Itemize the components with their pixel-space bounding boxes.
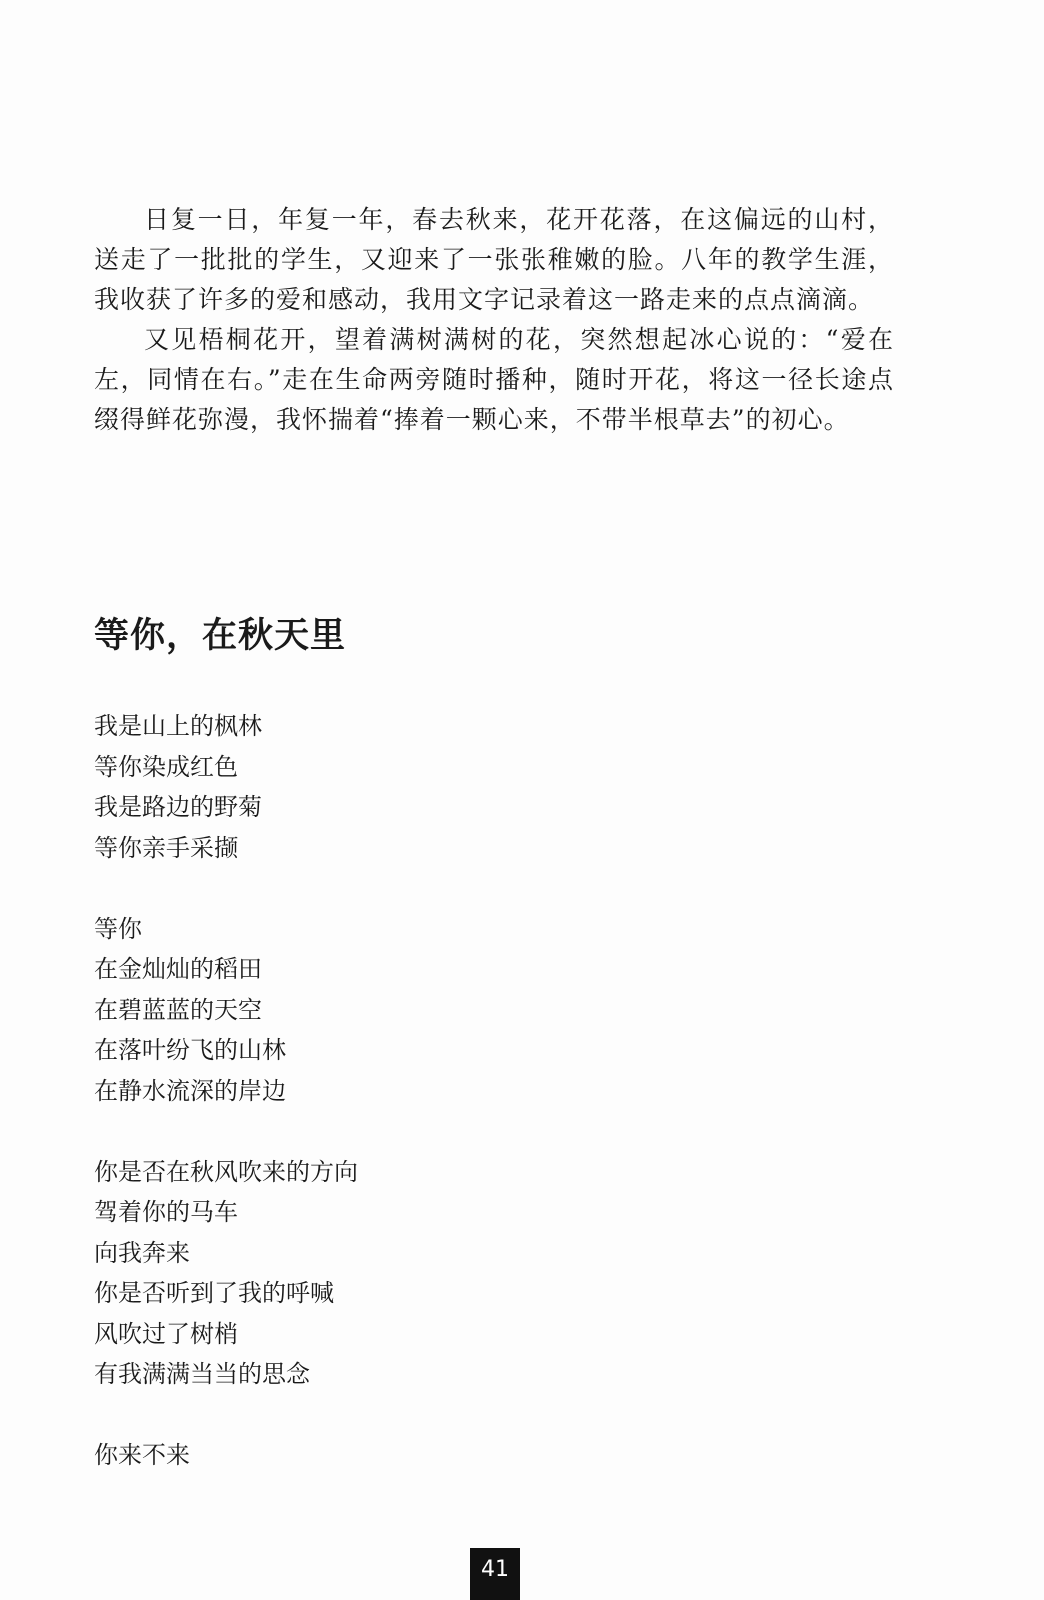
poem-line: 在碧蓝蓝的天空	[94, 995, 262, 1024]
poem-line: 等你	[94, 914, 142, 943]
poem-line: 有我满满当当的思念	[94, 1360, 310, 1388]
poem-line: 你是否在秋风吹来的方向	[94, 1157, 358, 1186]
poem-line: 你是否听到了我的呼喊	[94, 1279, 334, 1307]
poem-line: 等你亲手采撷	[94, 833, 238, 862]
prose-paragraph-2: 又见梧桐花开，望着满树满树的花，突然想起冰心说的：“爱在左，同情在右。”走在生命两旁随时播种，随时开花，将这一径长途点缀得鲜花弥漫，我怀揣着“捧着一颗心来，不带半根草去”的初心。	[94, 325, 894, 434]
poem-stanza-3	[94, 1152, 694, 1395]
prose-paragraph-1: 日复一日，年复一年，春去秋来，花开花落，在这偏远的山村，送走了一批批的学生，又迎来了一张张稚嫩的脸。八年的教学生涯，我收获了许多的爱和感动，我用文字记录着这一路走来的点点滴滴。	[94, 205, 894, 314]
poem-title: 等你，在秋天里	[94, 616, 347, 656]
poem-line: 我是山上的枫林	[94, 712, 262, 740]
poem-line: 等你染成红色	[94, 752, 238, 781]
intro-prose	[94, 200, 894, 440]
poem-line: 驾着你的马车	[94, 1198, 238, 1226]
poem-stanza-4	[94, 1435, 694, 1476]
poem-stanza-2	[94, 909, 694, 1112]
poem-line: 在静水流深的岸边	[94, 1076, 286, 1105]
poem-line: 在金灿灿的稻田	[94, 955, 262, 983]
poem-line: 我是路边的野菊	[94, 793, 262, 821]
poem-line: 风吹过了树梢	[94, 1319, 238, 1348]
poem-line: 在落叶纷飞的山林	[94, 1036, 286, 1064]
poem-line: 你来不来	[94, 1441, 190, 1469]
poem-stanza-1	[94, 706, 694, 868]
poem-line: 向我奔来	[94, 1238, 190, 1267]
page-number-badge: 41	[470, 1548, 520, 1600]
poem-body	[94, 706, 694, 1516]
